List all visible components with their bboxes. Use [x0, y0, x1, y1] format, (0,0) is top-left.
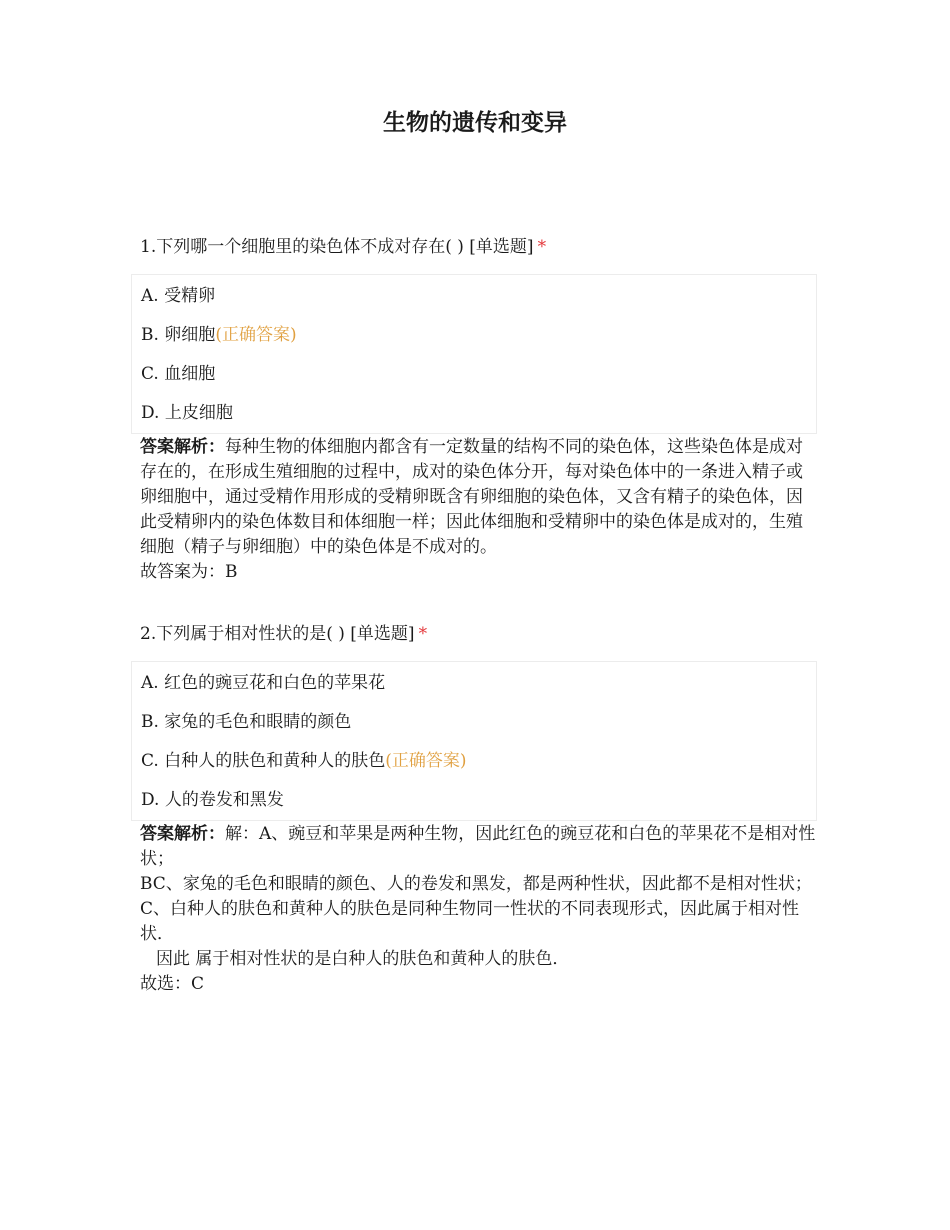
analysis-line: 因此 属于相对性状的是白种人的肤色和黄种人的肤色． [156, 949, 570, 969]
option-list [131, 274, 817, 434]
correct-answer-tag: (正确答案) [215, 325, 297, 345]
question-text: 1.下列哪一个细胞里的染色体不成对存在( ) [单选题] [140, 237, 534, 257]
question-1 [140, 235, 820, 585]
analysis-text: 每种生物的体细胞内都含有一定数量的结构不同的染色体，这些染色体是成对存在的，在形成生殖细胞的过程中，成对的染色体分开，每对染色体中的一条进入精子或卵细胞中，通过受精作用形成的受精卵既含有卵细胞的染色体，又含有精子的染色体，因此受精卵内的染色体数目和体细胞一样；因此体细胞和受精卵中的染色体是成对的，生殖细胞（精子与卵细胞）中的染色体是不成对的。 [140, 437, 803, 557]
option-list [131, 661, 817, 821]
option-label: A. 受精卵 [141, 286, 216, 306]
analysis-paragraph [140, 822, 816, 872]
analysis-conclusion: 故选：C [140, 974, 205, 994]
option-label: C. 血细胞 [141, 364, 216, 384]
option-label: B. 卵细胞 [141, 325, 216, 345]
answer-analysis [140, 822, 816, 997]
option-a[interactable] [141, 277, 816, 316]
analysis-line: BC、家兔的毛色和眼睛的颜色、人的卷发和黑发，都是两种性状，因此都不是相对性状； [140, 874, 812, 894]
analysis-text: 解：A、豌豆和苹果是两种生物，因此红色的豌豆花和白色的苹果花不是相对性状； [140, 824, 816, 869]
option-b[interactable] [141, 703, 816, 742]
option-a[interactable] [141, 664, 816, 703]
analysis-label: 答案解析： [140, 437, 225, 457]
page-title: 生物的遗传和变异 [383, 110, 567, 136]
analysis-label: 答案解析： [140, 824, 225, 844]
correct-answer-tag: (正确答案) [385, 751, 467, 771]
analysis-line: C、白种人的肤色和黄种人的肤色是同种生物同一性状的不同表现形式，因此属于相对性状． [140, 899, 800, 944]
answer-analysis [140, 435, 816, 585]
required-mark: * [537, 237, 547, 257]
option-c[interactable] [141, 742, 816, 781]
option-label: D. 上皮细胞 [141, 403, 233, 423]
option-label: D. 人的卷发和黑发 [141, 790, 284, 810]
option-d[interactable] [141, 781, 816, 820]
question-text: 2.下列属于相对性状的是( ) [单选题] [140, 624, 415, 644]
option-label: A. 红色的豌豆花和白色的苹果花 [141, 673, 386, 693]
option-label: C. 白种人的肤色和黄种人的肤色 [141, 751, 386, 771]
analysis-paragraph [140, 435, 816, 560]
required-mark: * [418, 624, 428, 644]
question-stem [140, 235, 820, 259]
question-2 [140, 622, 820, 997]
option-b[interactable] [141, 316, 816, 355]
option-c[interactable] [141, 355, 816, 394]
option-d[interactable] [141, 394, 816, 433]
analysis-conclusion: 故答案为：B [140, 562, 238, 582]
option-label: B. 家兔的毛色和眼睛的颜色 [141, 712, 352, 732]
question-stem [140, 622, 820, 646]
